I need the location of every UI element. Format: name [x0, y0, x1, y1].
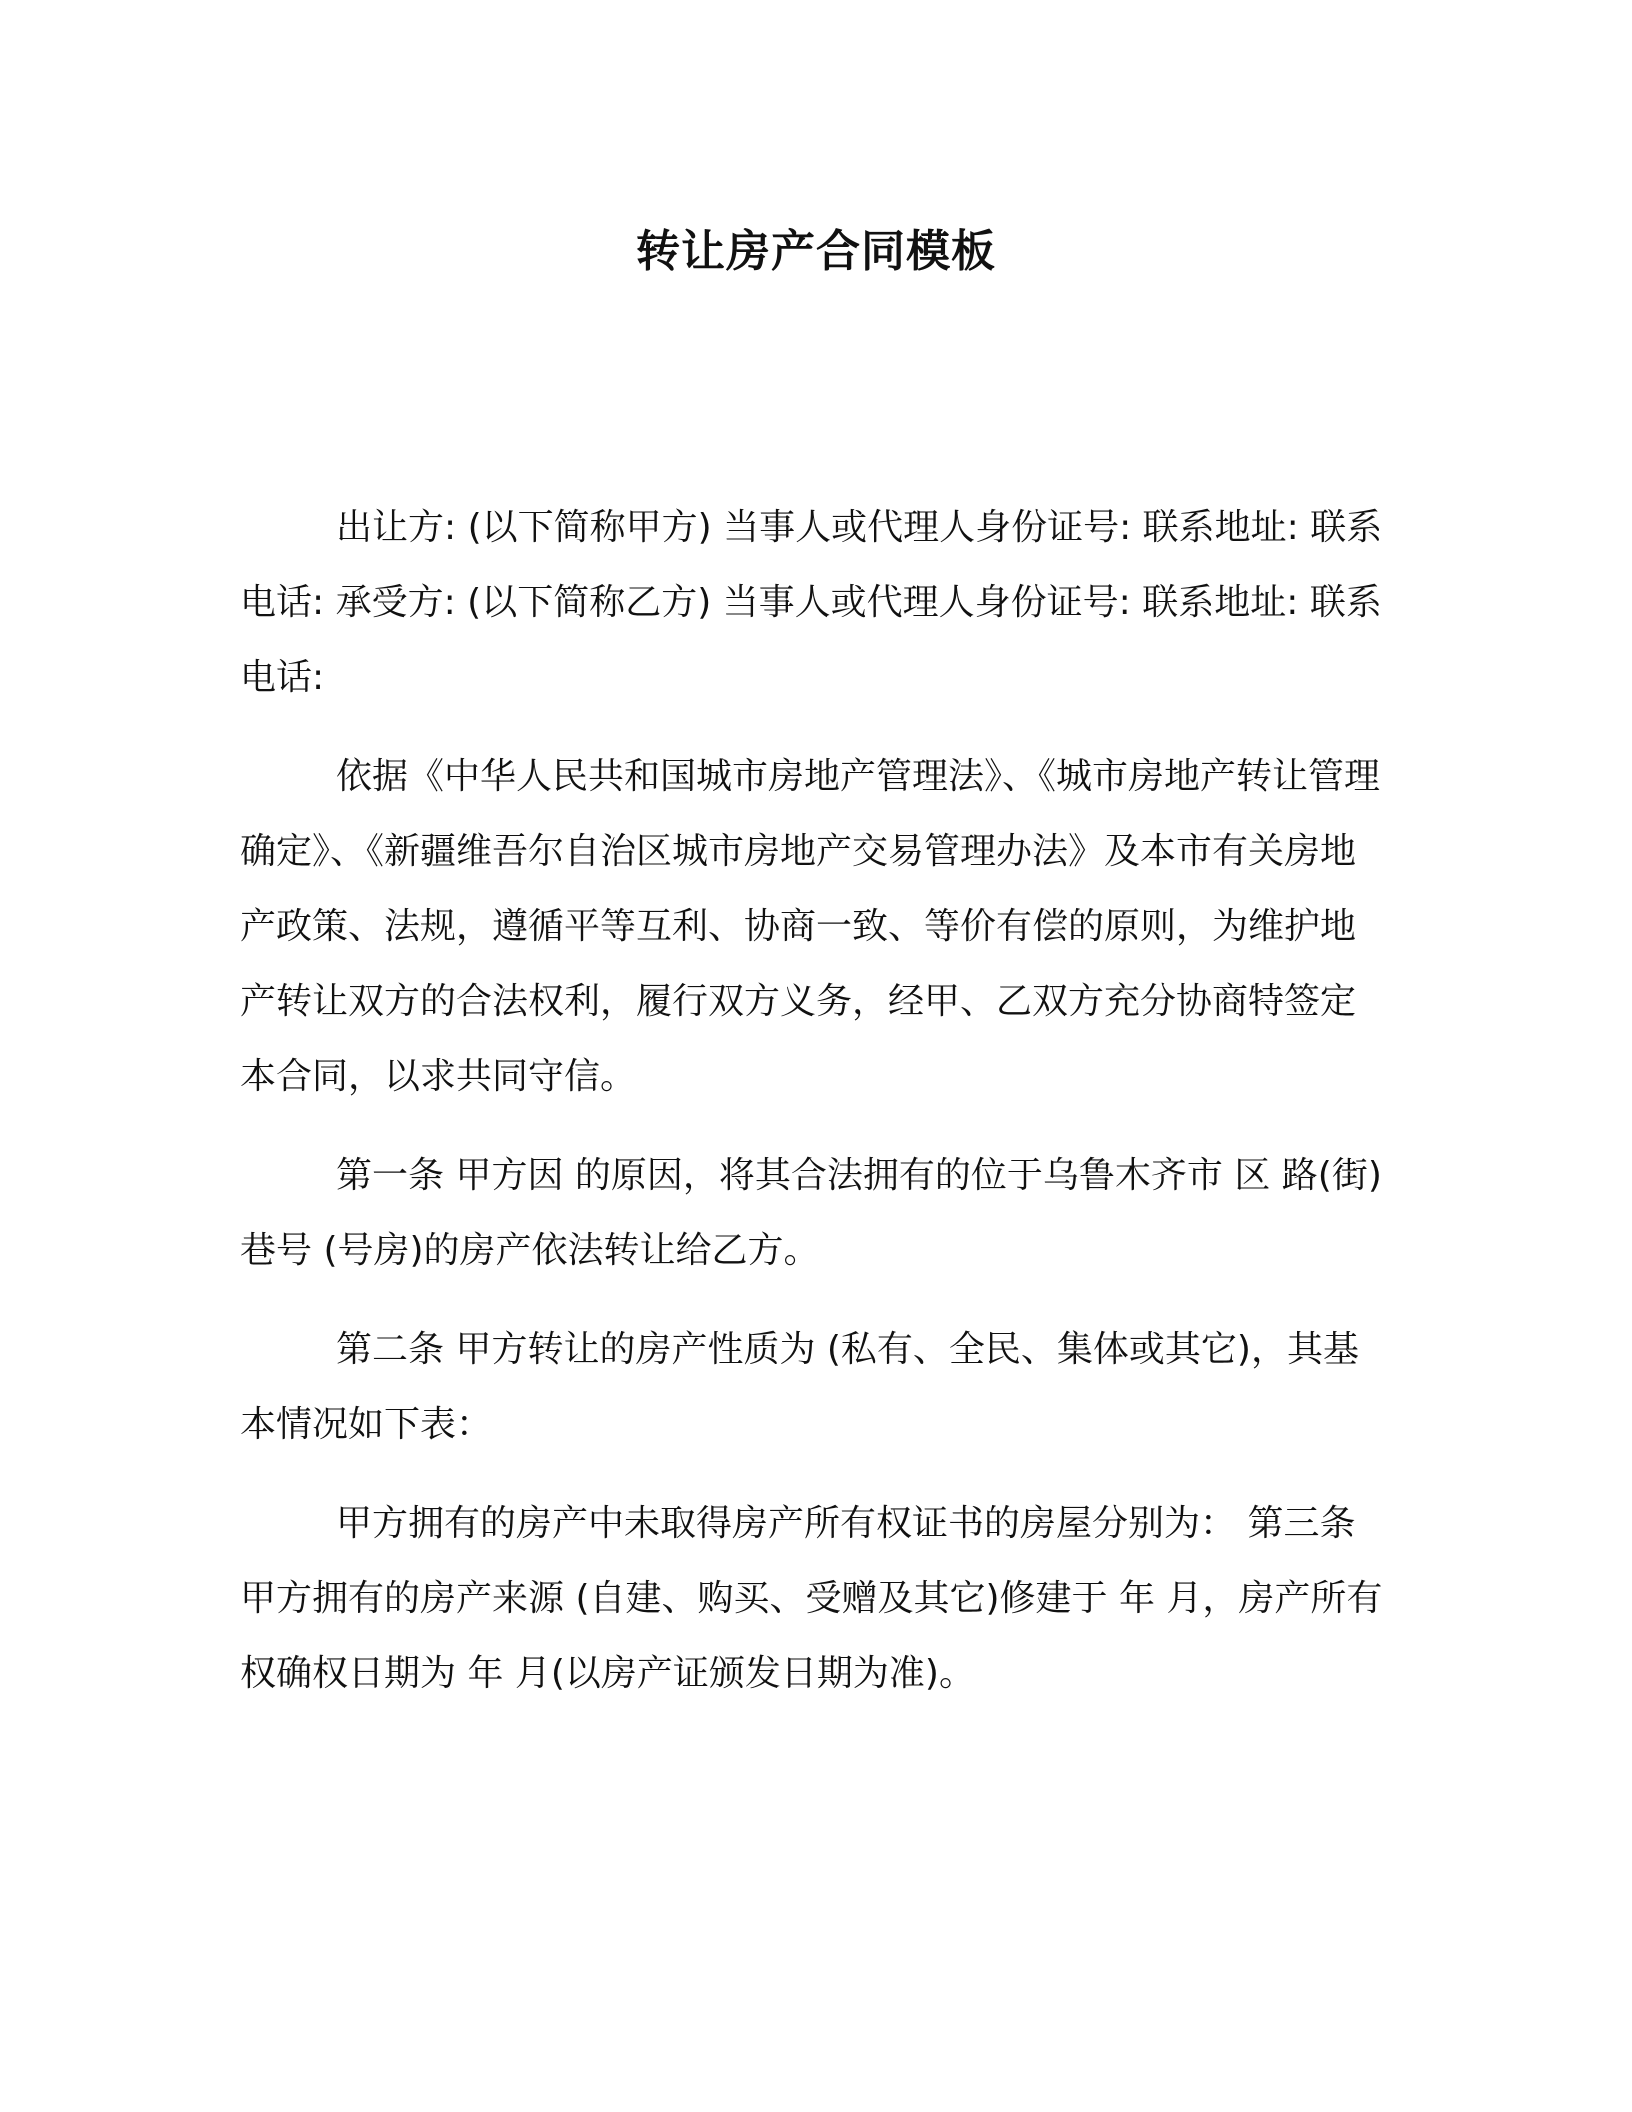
- document-title: 转让房产合同模板: [636, 226, 996, 277]
- paragraph-article-3: 甲方拥有的房产中未取得房产所有权证书的房屋分别为： 第三条 甲方拥有的房产来源 (自建、购买、受赠及其它)修建于 年 月，房产所有权确权日期为 年 月(以房产证颁发日期为准)。: [240, 1503, 1383, 1694]
- paragraph-article-1: 第一条 甲方因 的原因，将其合法拥有的位于乌鲁木齐市 区 路(街) 巷号 (号房)的房产依法转让给乙方。: [240, 1155, 1382, 1271]
- paragraph-parties: 出让方: (以下简称甲方) 当事人或代理人身份证号: 联系地址: 联系电话: 承受方: (以下简称乙方) 当事人或代理人身份证号: 联系地址: 联系电话:: [240, 507, 1383, 698]
- document-body: [240, 490, 1390, 1735]
- paragraph-basis: 依据《中华人民共和国城市房地产管理法》、《城市房地产转让管理确定》、《新疆维吾尔自治区城市房地产交易管理办法》及本市有关房地产政策、法规，遵循平等互利、协商一致、等价有偿的原则，为维护地产转让双方的合法权利，履行双方义务，经甲、乙双方充分协商特签定本合同，以求共同守信。: [240, 756, 1381, 1097]
- paragraph-article-2: 第二条 甲方转让的房产性质为 (私有、全民、集体或其它)，其基本情况如下表：: [240, 1329, 1359, 1445]
